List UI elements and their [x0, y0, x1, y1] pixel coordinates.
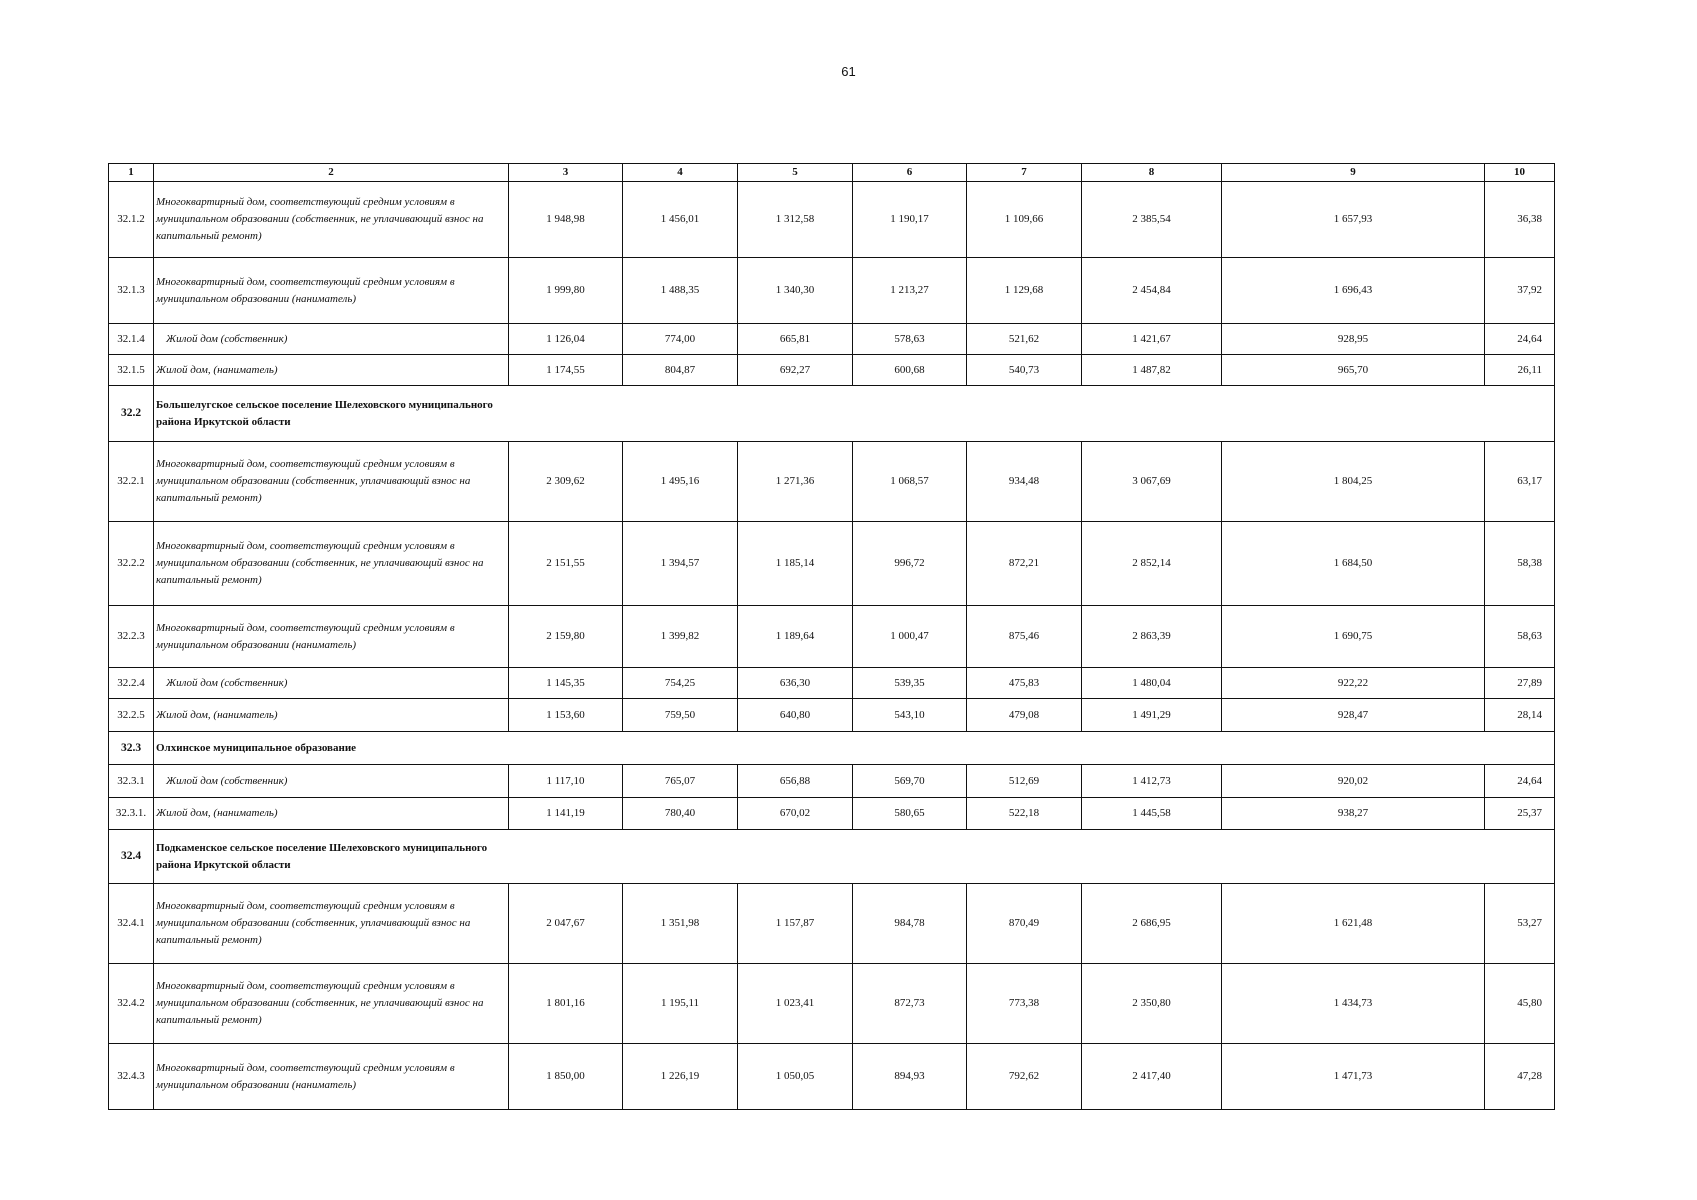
- value-cell-col-4: 804,87: [623, 355, 738, 386]
- value-cell-col-5: 665,81: [738, 324, 853, 355]
- header-cell: 3: [509, 164, 623, 182]
- value-cell-col-9: 920,02: [1222, 765, 1485, 798]
- row-description: Жилой дом (собственник): [154, 324, 509, 355]
- value-cell-col-9: 1 696,43: [1222, 258, 1485, 324]
- table-row: [109, 355, 1555, 386]
- row-number: 32.4: [109, 830, 154, 884]
- value-cell-col-5: 1 340,30: [738, 258, 853, 324]
- value-cell-col-4: 1 351,98: [623, 884, 738, 964]
- table-row: [109, 668, 1555, 699]
- value-cell-col-7: 773,38: [967, 964, 1082, 1044]
- table-row: [109, 699, 1555, 732]
- row-description: Жилой дом (собственник): [154, 668, 509, 699]
- header-cell: 7: [967, 164, 1082, 182]
- value-cell-col-10: 45,80: [1485, 964, 1555, 1044]
- value-cell-col-8: 2 350,80: [1082, 964, 1222, 1044]
- value-cell-col-7: 872,21: [967, 522, 1082, 606]
- value-cell-col-6: 984,78: [853, 884, 967, 964]
- value-cell-col-7: 870,49: [967, 884, 1082, 964]
- value-cell-col-6: 539,35: [853, 668, 967, 699]
- value-cell-col-10: 28,14: [1485, 699, 1555, 732]
- value-cell-col-3: 1 948,98: [509, 182, 623, 258]
- row-description: Многоквартирный дом, соответствующий средним условиям в муниципальном образовании (наниматель): [154, 1044, 509, 1110]
- value-cell-col-3: 1 174,55: [509, 355, 623, 386]
- value-cell-col-10: 47,28: [1485, 1044, 1555, 1110]
- value-cell-col-10: 36,38: [1485, 182, 1555, 258]
- value-cell-col-7: 792,62: [967, 1044, 1082, 1110]
- value-cell-col-9: 1 657,93: [1222, 182, 1485, 258]
- value-cell-col-5: 1 271,36: [738, 442, 853, 522]
- row-number: 32.3.1: [109, 765, 154, 798]
- table-row: [109, 606, 1555, 668]
- row-description: Многоквартирный дом, соответствующий средним условиям в муниципальном образовании (собственник, не уплачивающий взнос на капитальный ремонт): [154, 182, 509, 258]
- header-cell: 10: [1485, 164, 1555, 182]
- table-row: [109, 964, 1555, 1044]
- value-cell-col-9: 928,95: [1222, 324, 1485, 355]
- row-number: 32.2: [109, 386, 154, 442]
- value-cell-col-3: 2 047,67: [509, 884, 623, 964]
- value-cell-col-8: 3 067,69: [1082, 442, 1222, 522]
- row-number: 32.2.1: [109, 442, 154, 522]
- table-row: [109, 798, 1555, 830]
- value-cell-col-10: 53,27: [1485, 884, 1555, 964]
- row-description: Многоквартирный дом, соответствующий средним условиям в муниципальном образовании (собственник, уплачивающий взнос на капитальный ремонт): [154, 442, 509, 522]
- header-cell: 4: [623, 164, 738, 182]
- value-cell-col-8: 1 421,67: [1082, 324, 1222, 355]
- value-cell-col-5: 692,27: [738, 355, 853, 386]
- row-description: Жилой дом, (наниматель): [154, 798, 509, 830]
- header-cell: 6: [853, 164, 967, 182]
- value-cell-col-7: 522,18: [967, 798, 1082, 830]
- table-row: [109, 884, 1555, 964]
- value-cell-col-10: 26,11: [1485, 355, 1555, 386]
- value-cell-col-4: 765,07: [623, 765, 738, 798]
- table-row: [109, 1044, 1555, 1110]
- value-cell-col-8: 1 491,29: [1082, 699, 1222, 732]
- section-row: [109, 830, 1555, 884]
- table-row: [109, 258, 1555, 324]
- value-cell-col-9: 965,70: [1222, 355, 1485, 386]
- value-cell-col-3: 2 159,80: [509, 606, 623, 668]
- value-cell-col-5: 1 157,87: [738, 884, 853, 964]
- value-cell-col-6: 894,93: [853, 1044, 967, 1110]
- value-cell-col-6: 600,68: [853, 355, 967, 386]
- value-cell-col-6: 578,63: [853, 324, 967, 355]
- row-number: 32.4.1: [109, 884, 154, 964]
- value-cell-col-5: 670,02: [738, 798, 853, 830]
- row-number: 32.2.3: [109, 606, 154, 668]
- row-description: Многоквартирный дом, соответствующий средним условиям в муниципальном образовании (наниматель): [154, 606, 509, 668]
- row-number: 32.3.1.: [109, 798, 154, 830]
- row-number: 32.1.3: [109, 258, 154, 324]
- value-cell-col-10: 25,37: [1485, 798, 1555, 830]
- table-row: [109, 522, 1555, 606]
- value-cell-col-9: 1 471,73: [1222, 1044, 1485, 1110]
- tariff-table: [108, 163, 1555, 1110]
- row-description: Многоквартирный дом, соответствующий средним условиям в муниципальном образовании (наниматель): [154, 258, 509, 324]
- row-number: 32.3: [109, 732, 154, 765]
- row-number: 32.1.5: [109, 355, 154, 386]
- row-description: Многоквартирный дом, соответствующий средним условиям в муниципальном образовании (собственник, уплачивающий взнос на капитальный ремонт): [154, 884, 509, 964]
- value-cell-col-6: 1 213,27: [853, 258, 967, 324]
- value-cell-col-7: 475,83: [967, 668, 1082, 699]
- value-cell-col-10: 24,64: [1485, 765, 1555, 798]
- value-cell-col-4: 1 488,35: [623, 258, 738, 324]
- value-cell-col-8: 1 487,82: [1082, 355, 1222, 386]
- value-cell-col-4: 759,50: [623, 699, 738, 732]
- value-cell-col-4: 774,00: [623, 324, 738, 355]
- value-cell-col-4: 1 394,57: [623, 522, 738, 606]
- table-row: [109, 765, 1555, 798]
- table-row: [109, 442, 1555, 522]
- value-cell-col-4: 1 456,01: [623, 182, 738, 258]
- value-cell-col-5: 1 189,64: [738, 606, 853, 668]
- value-cell-col-8: 2 686,95: [1082, 884, 1222, 964]
- value-cell-col-3: 1 850,00: [509, 1044, 623, 1110]
- value-cell-col-3: 1 145,35: [509, 668, 623, 699]
- row-number: 32.2.5: [109, 699, 154, 732]
- header-row: [109, 164, 1555, 182]
- value-cell-col-7: 521,62: [967, 324, 1082, 355]
- value-cell-col-5: 1 050,05: [738, 1044, 853, 1110]
- section-row: [109, 732, 1555, 765]
- value-cell-col-9: 922,22: [1222, 668, 1485, 699]
- value-cell-col-3: 1 141,19: [509, 798, 623, 830]
- value-cell-col-9: 1 684,50: [1222, 522, 1485, 606]
- value-cell-col-8: 2 454,84: [1082, 258, 1222, 324]
- value-cell-col-9: 1 804,25: [1222, 442, 1485, 522]
- row-number: 32.1.4: [109, 324, 154, 355]
- value-cell-col-10: 27,89: [1485, 668, 1555, 699]
- page-number: 61: [841, 64, 856, 79]
- value-cell-col-7: 934,48: [967, 442, 1082, 522]
- value-cell-col-10: 63,17: [1485, 442, 1555, 522]
- section-title: Подкаменское сельское поселение Шелеховского муниципального района Иркутской области: [154, 830, 1555, 884]
- row-description: Многоквартирный дом, соответствующий средним условиям в муниципальном образовании (собственник, не уплачивающий взнос на капитальный ремонт): [154, 522, 509, 606]
- value-cell-col-10: 58,63: [1485, 606, 1555, 668]
- value-cell-col-5: 636,30: [738, 668, 853, 699]
- value-cell-col-6: 569,70: [853, 765, 967, 798]
- value-cell-col-5: 1 185,14: [738, 522, 853, 606]
- header-cell: 8: [1082, 164, 1222, 182]
- row-description: Жилой дом (собственник): [154, 765, 509, 798]
- value-cell-col-3: 1 801,16: [509, 964, 623, 1044]
- row-description: Жилой дом, (наниматель): [154, 699, 509, 732]
- value-cell-col-6: 580,65: [853, 798, 967, 830]
- value-cell-col-5: 1 312,58: [738, 182, 853, 258]
- header-cell: 9: [1222, 164, 1485, 182]
- header-cell: 5: [738, 164, 853, 182]
- section-row: [109, 386, 1555, 442]
- value-cell-col-4: 1 399,82: [623, 606, 738, 668]
- value-cell-col-6: 996,72: [853, 522, 967, 606]
- value-cell-col-8: 1 445,58: [1082, 798, 1222, 830]
- row-number: 32.4.2: [109, 964, 154, 1044]
- value-cell-col-3: 1 126,04: [509, 324, 623, 355]
- value-cell-col-3: 1 153,60: [509, 699, 623, 732]
- row-description: Жилой дом, (наниматель): [154, 355, 509, 386]
- header-cell: 1: [109, 164, 154, 182]
- value-cell-col-7: 479,08: [967, 699, 1082, 732]
- value-cell-col-10: 58,38: [1485, 522, 1555, 606]
- value-cell-col-4: 780,40: [623, 798, 738, 830]
- value-cell-col-4: 1 195,11: [623, 964, 738, 1044]
- row-number: 32.1.2: [109, 182, 154, 258]
- value-cell-col-6: 872,73: [853, 964, 967, 1044]
- value-cell-col-5: 640,80: [738, 699, 853, 732]
- value-cell-col-4: 1 495,16: [623, 442, 738, 522]
- value-cell-col-4: 754,25: [623, 668, 738, 699]
- value-cell-col-9: 1 621,48: [1222, 884, 1485, 964]
- table-row: [109, 324, 1555, 355]
- value-cell-col-8: 2 385,54: [1082, 182, 1222, 258]
- value-cell-col-3: 1 117,10: [509, 765, 623, 798]
- value-cell-col-8: 2 852,14: [1082, 522, 1222, 606]
- value-cell-col-10: 24,64: [1485, 324, 1555, 355]
- value-cell-col-5: 1 023,41: [738, 964, 853, 1044]
- row-number: 32.2.2: [109, 522, 154, 606]
- value-cell-col-6: 1 190,17: [853, 182, 967, 258]
- value-cell-col-8: 1 480,04: [1082, 668, 1222, 699]
- row-description: Многоквартирный дом, соответствующий средним условиям в муниципальном образовании (собственник, не уплачивающий взнос на капитальный ремонт): [154, 964, 509, 1044]
- header-cell: 2: [154, 164, 509, 182]
- value-cell-col-3: 2 151,55: [509, 522, 623, 606]
- value-cell-col-3: 2 309,62: [509, 442, 623, 522]
- value-cell-col-8: 1 412,73: [1082, 765, 1222, 798]
- value-cell-col-7: 512,69: [967, 765, 1082, 798]
- section-title: Большелугское сельское поселение Шелеховского муниципального района Иркутской области: [154, 386, 1555, 442]
- value-cell-col-7: 1 109,66: [967, 182, 1082, 258]
- value-cell-col-7: 875,46: [967, 606, 1082, 668]
- value-cell-col-8: 2 417,40: [1082, 1044, 1222, 1110]
- value-cell-col-9: 938,27: [1222, 798, 1485, 830]
- value-cell-col-7: 540,73: [967, 355, 1082, 386]
- value-cell-col-6: 1 068,57: [853, 442, 967, 522]
- value-cell-col-8: 2 863,39: [1082, 606, 1222, 668]
- value-cell-col-4: 1 226,19: [623, 1044, 738, 1110]
- row-number: 32.2.4: [109, 668, 154, 699]
- value-cell-col-7: 1 129,68: [967, 258, 1082, 324]
- value-cell-col-3: 1 999,80: [509, 258, 623, 324]
- section-title: Олхинское муниципальное образование: [154, 732, 1555, 765]
- table-row: [109, 182, 1555, 258]
- value-cell-col-10: 37,92: [1485, 258, 1555, 324]
- value-cell-col-9: 928,47: [1222, 699, 1485, 732]
- value-cell-col-9: 1 690,75: [1222, 606, 1485, 668]
- value-cell-col-5: 656,88: [738, 765, 853, 798]
- value-cell-col-6: 1 000,47: [853, 606, 967, 668]
- value-cell-col-9: 1 434,73: [1222, 964, 1485, 1044]
- value-cell-col-6: 543,10: [853, 699, 967, 732]
- row-number: 32.4.3: [109, 1044, 154, 1110]
